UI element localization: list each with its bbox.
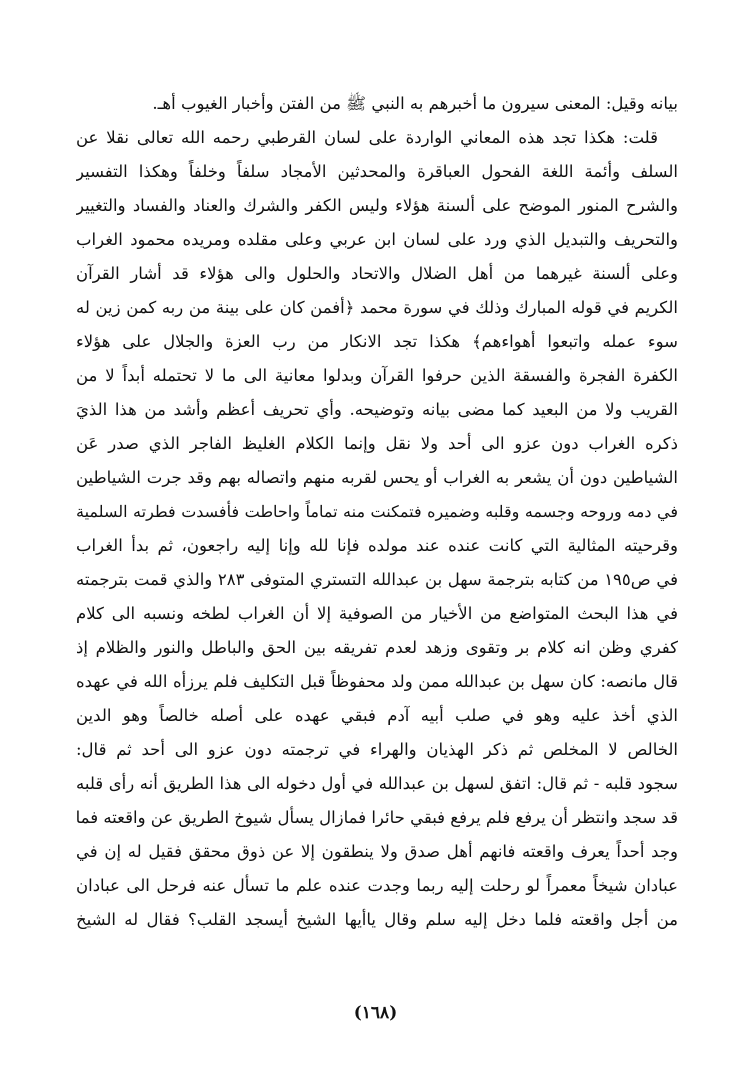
text-line: الذي أخذ عليه وهو في صلب أبيه آدم فبقي عهده على أصله خالصاً وهو الدين bbox=[76, 706, 678, 725]
text-line: وقرحيته المثالية التي كانت عنده عند مولده فإنا لله وإنا إليه راجعون، ثم بدأ الغراب bbox=[76, 536, 678, 555]
body-text bbox=[76, 87, 678, 937]
text-line: والتحريف والتبديل الذي ورد على لسان ابن عربي وعلى مقلده ومريده محمود الغراب bbox=[76, 230, 678, 249]
text-line: قال مانصه: كان سهل بن عبدالله ممن ولد محفوظاً قبل التكليف فلم يرزأه الله في عهده bbox=[76, 672, 678, 691]
text-line: في ص١٩٥ من كتابه بترجمة سهل بن عبدالله التستري المتوفى ٢٨٣ والذي قمت بترجمته bbox=[76, 570, 678, 589]
text-line: كفري وظن انه كلام بر وتقوى وزهد لعدم تفريقه بين الحق والباطل والنور والظلام إذ bbox=[76, 638, 678, 657]
text-line: الشياطين دون أن يشعر به الغراب أو يحس لقربه منهم واتصاله بهم وقد جرت الشياطين bbox=[76, 468, 678, 487]
text-line: بيانه وقيل: المعنى سيرون ما أخبرهم به النبي ﷺ من الفتن وأخبار الغيوب أهـ. bbox=[152, 94, 678, 113]
text-line: وجد أحداً يعرف واقعته فانهم أهل صدق ولا ينطقون إلا عن ذوق محقق فقيل له إن في bbox=[76, 842, 678, 861]
text-line: والشرح المنور الموضح على ألسنة هؤلاء وليس الكفر والشرك والعناد والفساد والتغيير bbox=[76, 196, 678, 215]
text-line: الخالص لا المخلص ثم ذكر الهذيان والهراء في ترجمته دون عزو الى أحد ثم قال: bbox=[76, 740, 678, 759]
text-line: السلف وأئمة اللغة الفحول العباقرة والمحدثين الأمجاد سلفاً وخلفاً وهكذا التفسير bbox=[76, 162, 678, 181]
text-line: في دمه وروحه وجسمه وقلبه وضميره فتمكنت منه تماماً واحاطت فأفسدت فطرته السلمية bbox=[76, 502, 678, 521]
text-line: ذكره الغراب دون عزو الى أحد ولا نقل وإنما الكلام الغليظ الفاجر الذي صدر عَن bbox=[76, 434, 678, 453]
text-line: قد سجد وانتظر أن يرفع فلم يرفع فبقي حائرا فمازال يسأل شيوخ الطريق عن واقعته فما bbox=[76, 808, 678, 827]
text-line: في هذا البحث المتواضع من الأخيار من الصوفية إلا أن الغراب لطخه ونسبه الى كلام bbox=[76, 604, 678, 623]
text-line: الكفرة الفجرة والفسقة الذين حرفوا القرآن وبدلوا معانية الى ما لا تحتمله أبداً لا من bbox=[76, 366, 678, 385]
text-line: وعلى ألسنة غيرهما من أهل الضلال والاتحاد والحلول والى هؤلاء قد أشار القرآن bbox=[76, 264, 678, 283]
page-number: (١٦٨) bbox=[353, 1003, 398, 1023]
text-line: سجود قلبه - ثم قال: اتفق لسهل بن عبدالله في أول دخوله الى هذا الطريق أنه رأى قلبه bbox=[76, 774, 678, 793]
text-line: من أجل واقعته فلما دخل إليه سلم وقال ياأيها الشيخ أيسجد القلب؟ فقال له الشيخ bbox=[76, 910, 678, 929]
text-line: القريب ولا من البعيد كما مضى بيانه وتوضيحه. وأي تحريف أعظم وأشد من هذا الذيَ bbox=[76, 400, 678, 419]
text-line: قلت: هكذا تجد هذه المعاني الواردة على لسان القرطبي رحمه الله تعالى نقلا عن bbox=[76, 128, 658, 147]
text-line: عبادان شيخاً معمراً لو رحلت إليه ربما وجدت عنده علم ما تسأل عنه فرحل الى عبادان bbox=[76, 876, 678, 895]
text-line: سوء عمله واتبعوا أهواءهم﴾ هكذا تجد الانكار من رب العزة والجلال على هؤلاء bbox=[76, 332, 678, 351]
text-line: الكريم في قوله المبارك وذلك في سورة محمد ﴿أفمن كان على بينة من ربه كمن زين له bbox=[76, 298, 678, 317]
